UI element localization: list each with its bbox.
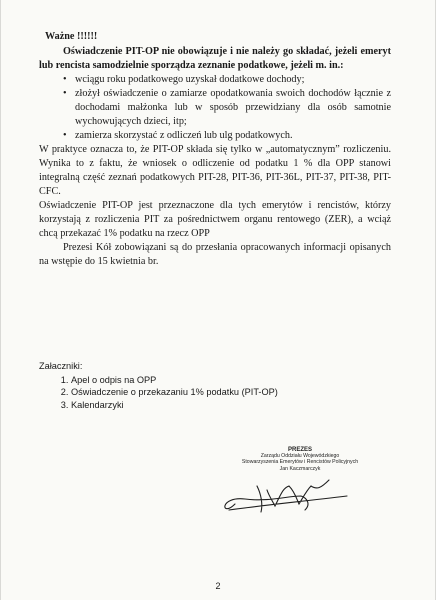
attachment-item: 1. Apel o odpis na OPP xyxy=(71,374,359,387)
document-body xyxy=(39,30,391,269)
bullet-icon: • xyxy=(63,130,67,141)
purpose-paragraph: Oświadczenie PIT-OP jest przeznaczone dla tych emerytów i rencistów, którzy korzystają z rozliczenia PIT za pośrednictwem organu rentowego (ZER), a wciąż chcą przekazać 1% podatku na rzecz OPP xyxy=(39,200,391,239)
deadline-paragraph: Prezesi Kół zobowiązani są do przesłania opracowanych informacji opisanych na wstępie do 15 kwietnia br. xyxy=(39,242,391,267)
handwritten-signature xyxy=(217,466,357,518)
stamp-line: Stowarzyszenia Emerytów i Rencistów Policyjnych xyxy=(241,459,359,466)
stamp-line: Jan Kaczmarczyk xyxy=(279,465,321,472)
stamp-line: Zarządu Oddziału Wojewódzkiego xyxy=(260,453,340,460)
bullet-icon: • xyxy=(63,74,67,85)
attachment-item: 3. Kalendarzyki xyxy=(71,399,359,412)
attachments-list xyxy=(39,374,359,412)
automatic-settlement-paragraph: W praktyce oznacza to, że PIT-OP składa się tylko w „automatycznym” rozliczeniu. Wynika to z faktu, że wniosek o odliczenie od podatku 1 % dla OPP stanowi integralną część zeznań podatkowych PIT-28, PIT-36, PIT-36L, PIT-37, PIT-38, PIT-CFC. xyxy=(39,144,391,197)
list-item xyxy=(63,73,391,87)
heading: Ważne !!!!!! xyxy=(45,31,98,42)
list-item xyxy=(63,87,391,129)
page-number: 2 xyxy=(215,581,221,591)
list-item-text: złożył oświadczenie o zamiarze opodatkowania swoich dochodów łącznie z dochodami małżonka lub w sposób przewidziany dla osób samotnie wychowujących dzieci, itp; xyxy=(75,88,391,127)
list-item xyxy=(63,129,391,143)
attachments-title: Załaczniki: xyxy=(39,361,83,371)
document-page xyxy=(1,0,435,600)
attachments-section xyxy=(39,360,359,411)
list-item-text: zamierza skorzystać z odliczeń lub ulg podatkowych. xyxy=(75,130,293,141)
intro-paragraph: Oświadczenie PIT-OP nie obowiązuje i nie należy go składać, jeżeli emeryt lub rencista samodzielnie sporządza zeznanie podatkowe, jeżeli m. in.: xyxy=(39,46,391,71)
stamp-title: PREZES xyxy=(287,447,312,453)
conditions-list xyxy=(39,73,391,143)
bullet-icon: • xyxy=(63,88,67,99)
attachment-item: 2. Oświadczenie o przekazaniu 1% podatku (PIT-OP) xyxy=(71,386,359,399)
list-item-text: wciągu roku podatkowego uzyskał dodatkowe dochody; xyxy=(75,74,305,85)
